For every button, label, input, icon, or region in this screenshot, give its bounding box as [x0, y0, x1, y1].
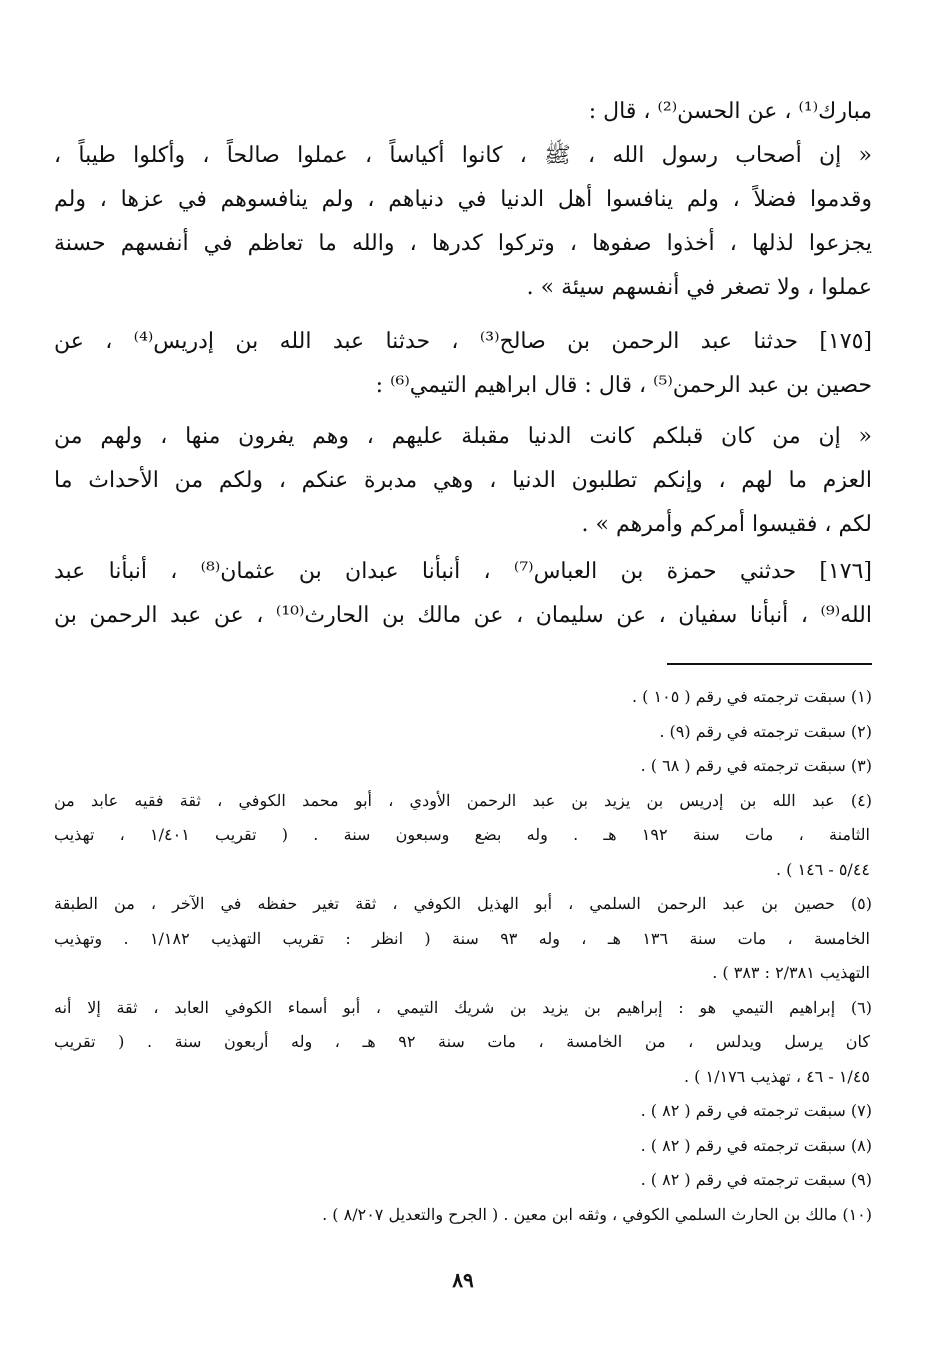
text-line: يجزعوا لذلها ، أخذوا صفوها ، وتركوا كدرها ، والله ما تعاظم في أنفسهم حسنة: [54, 231, 872, 256]
text-line: « إن من كان قبلكم كانت الدنيا مقبلة عليهم ، وهم يفرون منها ، ولهم من: [54, 424, 872, 449]
footnote-line: ٥/٤٤ - ١٤٦ ) .: [775, 859, 870, 879]
page-number: ٨٩: [452, 1268, 474, 1292]
narration-176: [54, 550, 872, 638]
footnotes: [54, 680, 872, 1232]
text-line: وقدموا فضلاً ، ولم ينافسوا أهل الدنيا في دنياهم ، ولم ينافسوهم في عزها ، ولم: [54, 187, 872, 212]
footnote-line: الثامنة ، مات سنة ١٩٢ هـ . وله بضع وسبعون سنة . ( تقريب ١/٤٠١ ، تهذيب: [54, 825, 870, 844]
narration-175: [54, 320, 872, 408]
footnote-line: (٣) سبقت ترجمته في رقم ( ٦٨ ) .: [640, 756, 872, 775]
text-line: الله⁽⁹⁾ ، أنبأنا سفيان ، عن سليمان ، عن مالك بن الحارث⁽¹⁰⁾ ، عن عبد الرحمن بن: [54, 603, 872, 628]
footnote-line: (١) سبقت ترجمته في رقم ( ١٠٥ ) .: [632, 687, 872, 706]
text-line: لكم ، فقيسوا أمركم وأمرهم » .: [581, 512, 872, 537]
footnote-line: (٢) سبقت ترجمته في رقم (٩) .: [659, 721, 872, 741]
text-line: حصين بن عبد الرحمن⁽⁵⁾ ، قال : قال ابراهيم التيمي⁽⁶⁾ :: [375, 373, 872, 398]
footnote-line: (٤) عبد الله بن إدريس بن يزيد بن عبد الرحمن الأودي ، أبو محمد الكوفي ، ثقة فقيه عابد من: [54, 790, 872, 810]
footnote-line: التهذيب ٢/٣٨١ : ٣٨٣ ) .: [712, 963, 870, 982]
text-line: مبارك⁽¹⁾ ، عن الحسن⁽²⁾ ، قال :: [588, 99, 872, 124]
text-line: [١٧٦] حدثني حمزة بن العباس⁽⁷⁾ ، أنبأنا عبدان بن عثمان⁽⁸⁾ ، أنبأنا عبد: [54, 559, 872, 584]
footnote-line: ١/٤٥ - ٤٦ ، تهذيب ١/١٧٦ ) .: [683, 1066, 870, 1086]
footnote-line: (٨) سبقت ترجمته في رقم ( ٨٢ ) .: [640, 1135, 872, 1155]
text-line: العزم ما لهم ، وإنكم تطلبون الدنيا ، وهي مدبرة عنكم ، ولكم من الأحداث ما: [54, 468, 872, 493]
footnote-line: الخامسة ، مات سنة ١٣٦ هـ ، وله ٩٣ سنة ( انظر : تقريب التهذيب ١/١٨٢ . وتهذيب: [54, 928, 871, 948]
footnote-line: (٦) إبراهيم التيمي هو : إبراهيم بن يزيد بن شريك التيمي ، أبو أسماء الكوفي العابد ، ثقة إلا أنه: [54, 997, 872, 1017]
footnote-line: (٩) سبقت ترجمته في رقم ( ٨٢ ) .: [640, 1170, 872, 1189]
main-text: [54, 90, 872, 310]
footnote-line: كان يرسل ويدلس ، من الخامسة ، مات سنة ٩٢ هـ ، وله أربعون سنة . ( تقريب: [54, 1032, 871, 1051]
footnote-line: (١٠) مالك بن الحارث السلمي الكوفي ، وثقه ابن معين . ( الجرح والتعديل ٨/٢٠٧ ) .: [322, 1204, 872, 1224]
quote-block: [54, 415, 872, 547]
text-line: « إن أصحاب رسول الله ، ﷺ ، كانوا أكياساً ، عملوا صالحاً ، وأكلوا طيباً ،: [54, 143, 872, 168]
text-line: [١٧٥] حدثنا عبد الرحمن بن صالح⁽³⁾ ، حدثنا عبد الله بن إدريس⁽⁴⁾ ، عن: [54, 329, 872, 354]
text-line: عملوا ، ولا تصغر في أنفسهم سيئة » .: [526, 275, 872, 300]
footnote-separator: [667, 663, 872, 665]
footnote-line: (٥) حصين بن عبد الرحمن السلمي ، أبو الهذيل الكوفي ، ثقة تغير حفظه في الآخر ، من الطبقة: [54, 894, 872, 913]
footnote-line: (٧) سبقت ترجمته في رقم ( ٨٢ ) .: [640, 1101, 872, 1120]
